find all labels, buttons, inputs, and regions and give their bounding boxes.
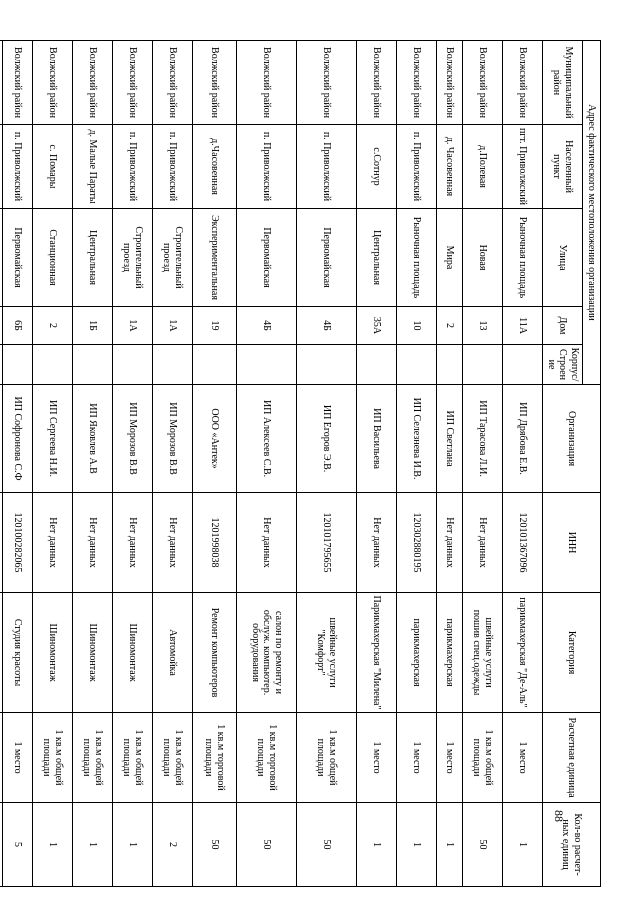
table-row — [153, 41, 193, 887]
cell-building — [0, 345, 3, 385]
cell-settlement: п. Приволжский — [297, 125, 357, 209]
cell-category: Студия красоты — [3, 593, 33, 713]
cell-district: Волжский район — [33, 41, 73, 125]
cell-category: парикмахерская "Де-Аль" — [503, 593, 543, 713]
cell-inn: 120101367096 — [503, 493, 543, 593]
cell-organization: ИП Алексеев С.В. — [237, 385, 297, 493]
cell-count — [0, 803, 3, 887]
cell-settlement: д.Часовенная — [193, 125, 237, 209]
cell-settlement: с.Сотнур — [357, 125, 397, 209]
cell-count: 50 — [193, 803, 237, 887]
cell-house: 6Б — [3, 307, 33, 345]
cell-inn: 1201998038 — [193, 493, 237, 593]
cell-house: 2 — [33, 307, 73, 345]
cell-inn: Нет данных — [463, 493, 503, 593]
cell-house: 1А — [113, 307, 153, 345]
cell-category: Автомойка — [153, 593, 193, 713]
cell-organization: ИП Светлана — [437, 385, 463, 493]
page-number: 88 — [552, 810, 566, 822]
cell-unit: 1 кв.м общей площади — [297, 713, 357, 803]
cell-inn: Нет данных — [437, 493, 463, 593]
cell-unit: 1 место — [397, 713, 437, 803]
cell-unit: 1 место — [3, 713, 33, 803]
cell-street: Рыночная площадь — [397, 209, 437, 307]
cell-unit: 1 место — [503, 713, 543, 803]
table-row — [463, 41, 503, 887]
cell-inn: Нет данных — [113, 493, 153, 593]
cell-house — [0, 307, 3, 345]
cell-inn: Нет данных — [237, 493, 297, 593]
cell-building — [397, 345, 437, 385]
cell-unit: 1 кв.м торговой площади — [237, 713, 297, 803]
cell-inn — [0, 493, 3, 593]
cell-inn: Нет данных — [33, 493, 73, 593]
header-count: Кол-во расчет-ных единиц — [543, 803, 601, 887]
table-row — [193, 41, 237, 887]
table-row — [297, 41, 357, 887]
cell-settlement: д. Часовенная — [437, 125, 463, 209]
header-settlement: Населенный пункт — [543, 125, 583, 209]
cell-count: 1 — [357, 803, 397, 887]
cell-unit: 1 кв.м общей площади — [73, 713, 113, 803]
cell-house: 4Б — [237, 307, 297, 345]
cell-district: Волжский район — [357, 41, 397, 125]
cell-district: Волжский район — [503, 41, 543, 125]
cell-building — [73, 345, 113, 385]
cell-settlement: д. Малые Параты — [73, 125, 113, 209]
cell-organization: ИП Морозов В.В — [153, 385, 193, 493]
cell-settlement: п. Приволжский — [113, 125, 153, 209]
cell-district: Волжский район — [73, 41, 113, 125]
cell-district: Волжский район — [3, 41, 33, 125]
cell-organization — [0, 385, 3, 493]
cell-organization: ИП Егоров Э.В. — [297, 385, 357, 493]
cell-house: 2 — [437, 307, 463, 345]
cell-street: Строительный проезд — [113, 209, 153, 307]
cell-inn: Нет данных — [153, 493, 193, 593]
cell-house: 35А — [357, 307, 397, 345]
table-row — [0, 41, 3, 887]
cell-category: салон по ремонту и обслуж. компьютер. оборудования — [237, 593, 297, 713]
cell-building — [113, 345, 153, 385]
cell-unit: 1 место — [357, 713, 397, 803]
cell-category: Шиномонтаж — [33, 593, 73, 713]
cell-organization: ИП Софронова С.Ф — [3, 385, 33, 493]
cell-district: Волжский район — [297, 41, 357, 125]
cell-building — [297, 345, 357, 385]
table-row — [33, 41, 73, 887]
cell-building — [357, 345, 397, 385]
cell-unit: 1 кв.м торговой площади — [193, 713, 237, 803]
cell-street: Новая — [463, 209, 503, 307]
cell-district: Волжский район — [193, 41, 237, 125]
cell-street: Строительный проезд — [153, 209, 193, 307]
cell-house: 10 — [397, 307, 437, 345]
cell-settlement: д.Полевая — [463, 125, 503, 209]
cell-unit — [0, 713, 3, 803]
cell-settlement: п. Приволжский — [3, 125, 33, 209]
cell-street: Рыночная площадь — [503, 209, 543, 307]
cell-settlement — [0, 125, 3, 209]
cell-count: 50 — [463, 803, 503, 887]
table-body — [0, 41, 543, 887]
header-district: Муниципальный район — [543, 41, 583, 125]
cell-building — [463, 345, 503, 385]
cell-house: 13 — [463, 307, 503, 345]
cell-inn: 120100282065 — [3, 493, 33, 593]
cell-count: 2 — [153, 803, 193, 887]
table-row — [113, 41, 153, 887]
cell-district: Волжский район — [237, 41, 297, 125]
header-building: Корпус/ Строение — [543, 345, 583, 385]
cell-count: 1 — [73, 803, 113, 887]
cell-street: Мира — [437, 209, 463, 307]
cell-street: Экспериментальная — [193, 209, 237, 307]
cell-street: Первомайская — [3, 209, 33, 307]
cell-category: швейные услуги "Комфорт" — [297, 593, 357, 713]
table-row — [437, 41, 463, 887]
header-house: Дом — [543, 307, 583, 345]
cell-district: Волжский район — [153, 41, 193, 125]
cell-building — [3, 345, 33, 385]
cell-unit: 1 кв.м общей площади — [463, 713, 503, 803]
cell-inn: Нет данных — [357, 493, 397, 593]
cell-street — [0, 209, 3, 307]
cell-house: 19 — [193, 307, 237, 345]
table-row — [397, 41, 437, 887]
cell-category — [0, 593, 3, 713]
cell-category: Шиномонтаж — [73, 593, 113, 713]
cell-category: парикмахерская — [437, 593, 463, 713]
cell-count: 5 — [3, 803, 33, 887]
cell-count: 1 — [503, 803, 543, 887]
cell-street: Центральная — [73, 209, 113, 307]
cell-category: Шиномонтаж — [113, 593, 153, 713]
cell-district: Волжский район — [437, 41, 463, 125]
cell-district: Волжский район — [113, 41, 153, 125]
rotated-table-container — [0, 40, 601, 886]
cell-inn: 120101795655 — [297, 493, 357, 593]
header-street: Улица — [543, 209, 583, 307]
cell-street: Центральная — [357, 209, 397, 307]
cell-building — [193, 345, 237, 385]
cell-unit: 1 кв.м общей площади — [153, 713, 193, 803]
table-row — [3, 41, 33, 887]
cell-organization: ИП Морозов В.В — [113, 385, 153, 493]
cell-organization: ИП Тарасова Л.И. — [463, 385, 503, 493]
cell-street: Первомайская — [297, 209, 357, 307]
cell-unit: 1 кв.м общей площади — [113, 713, 153, 803]
cell-organization: ООО «Антек» — [193, 385, 237, 493]
cell-building — [237, 345, 297, 385]
cell-house: 11А — [503, 307, 543, 345]
cell-count: 1 — [397, 803, 437, 887]
table-row — [503, 41, 543, 887]
table-row — [73, 41, 113, 887]
cell-house: 1А — [153, 307, 193, 345]
cell-unit: 1 место — [437, 713, 463, 803]
cell-organization: ИП Васильева — [357, 385, 397, 493]
table-header — [543, 41, 601, 887]
cell-count: 1 — [437, 803, 463, 887]
header-inn: ИНН — [543, 493, 601, 593]
cell-organization: ИП Яковлев А.В — [73, 385, 113, 493]
cell-district: Волжский район — [463, 41, 503, 125]
cell-organization: ИП Дрябова Е.В. — [503, 385, 543, 493]
cell-settlement: п. Приволжский — [153, 125, 193, 209]
header-unit: Расчетная единица — [543, 713, 601, 803]
cell-building — [437, 345, 463, 385]
cell-building — [503, 345, 543, 385]
cell-house: 1Б — [73, 307, 113, 345]
cell-street: Станционная — [33, 209, 73, 307]
cell-building — [153, 345, 193, 385]
address-group-header: Адрес фактического местоположения организации — [583, 41, 601, 385]
cell-category: парикмахерская — [397, 593, 437, 713]
cell-count: 1 — [33, 803, 73, 887]
cell-category: швейные услуги пошив спец.одежды — [463, 593, 503, 713]
cell-settlement: пгт. Приволжский — [503, 125, 543, 209]
cell-organization: ИП Сергеева Н.И. — [33, 385, 73, 493]
cell-category: Парикмахерская "Милена" — [357, 593, 397, 713]
cell-house: 4Б — [297, 307, 357, 345]
cell-inn: Нет данных — [73, 493, 113, 593]
cell-inn: 120302880195 — [397, 493, 437, 593]
cell-settlement: п. Приволжский — [237, 125, 297, 209]
cell-count: 50 — [237, 803, 297, 887]
cell-building — [33, 345, 73, 385]
organizations-table — [0, 40, 601, 887]
table-row — [357, 41, 397, 887]
cell-district: Волжский район — [397, 41, 437, 125]
table-row — [237, 41, 297, 887]
cell-unit: 1 кв.м общей площади — [33, 713, 73, 803]
cell-settlement: п. Приволжский — [397, 125, 437, 209]
cell-organization: ИП Селезнева И.В. — [397, 385, 437, 493]
cell-settlement: с. Помары — [33, 125, 73, 209]
cell-street: Первомайская — [237, 209, 297, 307]
cell-district — [0, 41, 3, 125]
header-category: Категория — [543, 593, 601, 713]
cell-category: Ремонт компьютеров — [193, 593, 237, 713]
cell-count: 50 — [297, 803, 357, 887]
cell-count: 1 — [113, 803, 153, 887]
header-organization: Организация — [543, 385, 601, 493]
